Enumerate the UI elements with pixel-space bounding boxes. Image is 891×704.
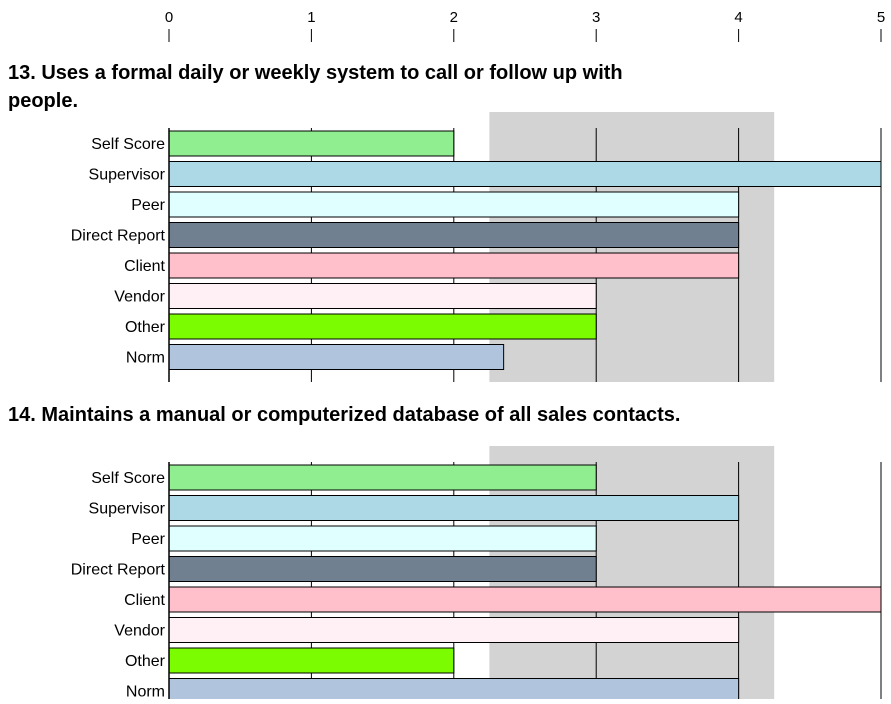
chart-title [8, 62, 623, 112]
axis-tick-label: 2 [449, 9, 458, 26]
category-label: Norm [125, 349, 165, 367]
category-label: Other [124, 653, 165, 670]
category-label: Self Score [91, 470, 165, 487]
bar-vendor [169, 284, 596, 309]
bar-supervisor [169, 496, 739, 521]
bar-other [169, 314, 596, 339]
bar-client [169, 253, 739, 278]
category-label: Norm [125, 683, 165, 699]
top-axis [165, 9, 885, 42]
bar-direct-report [169, 557, 596, 582]
axis-tick-label: 4 [734, 9, 743, 26]
bar-norm [169, 345, 504, 370]
category-label: Vendor [114, 622, 165, 640]
chart-title [8, 404, 680, 426]
bar-vendor [169, 618, 739, 643]
axis-tick-label: 3 [592, 9, 601, 26]
bar-peer [169, 526, 596, 551]
chart-title-line: 13. Uses a formal daily or weekly system to call or follow up with [8, 62, 623, 84]
bar-client [169, 587, 881, 612]
bar-other [169, 648, 454, 673]
bar-peer [169, 192, 739, 217]
category-label: Client [124, 258, 165, 275]
category-label: Supervisor [88, 166, 165, 184]
chart-13 [8, 62, 881, 382]
axis-tick-label: 5 [876, 9, 886, 26]
chart-title-line: people. [8, 90, 79, 112]
bar-direct-report [169, 223, 739, 248]
category-label: Self Score [91, 136, 165, 153]
category-label: Peer [131, 531, 165, 548]
chart-14 [8, 404, 881, 699]
category-label: Peer [131, 197, 165, 214]
category-label: Direct Report [70, 561, 165, 579]
axis-tick-label: 1 [307, 9, 316, 26]
category-label: Client [124, 592, 165, 609]
chart-title-line: 14. Maintains a manual or computerized database of all sales contacts. [8, 404, 681, 426]
bar-self-score [169, 131, 454, 156]
bar-supervisor [169, 162, 881, 187]
category-label: Direct Report [70, 227, 165, 245]
category-label: Supervisor [88, 500, 165, 518]
category-label: Other [124, 319, 165, 336]
category-label: Vendor [114, 288, 165, 306]
axis-tick-label: 0 [164, 9, 174, 26]
bar-norm [169, 679, 739, 700]
bar-self-score [169, 465, 596, 490]
